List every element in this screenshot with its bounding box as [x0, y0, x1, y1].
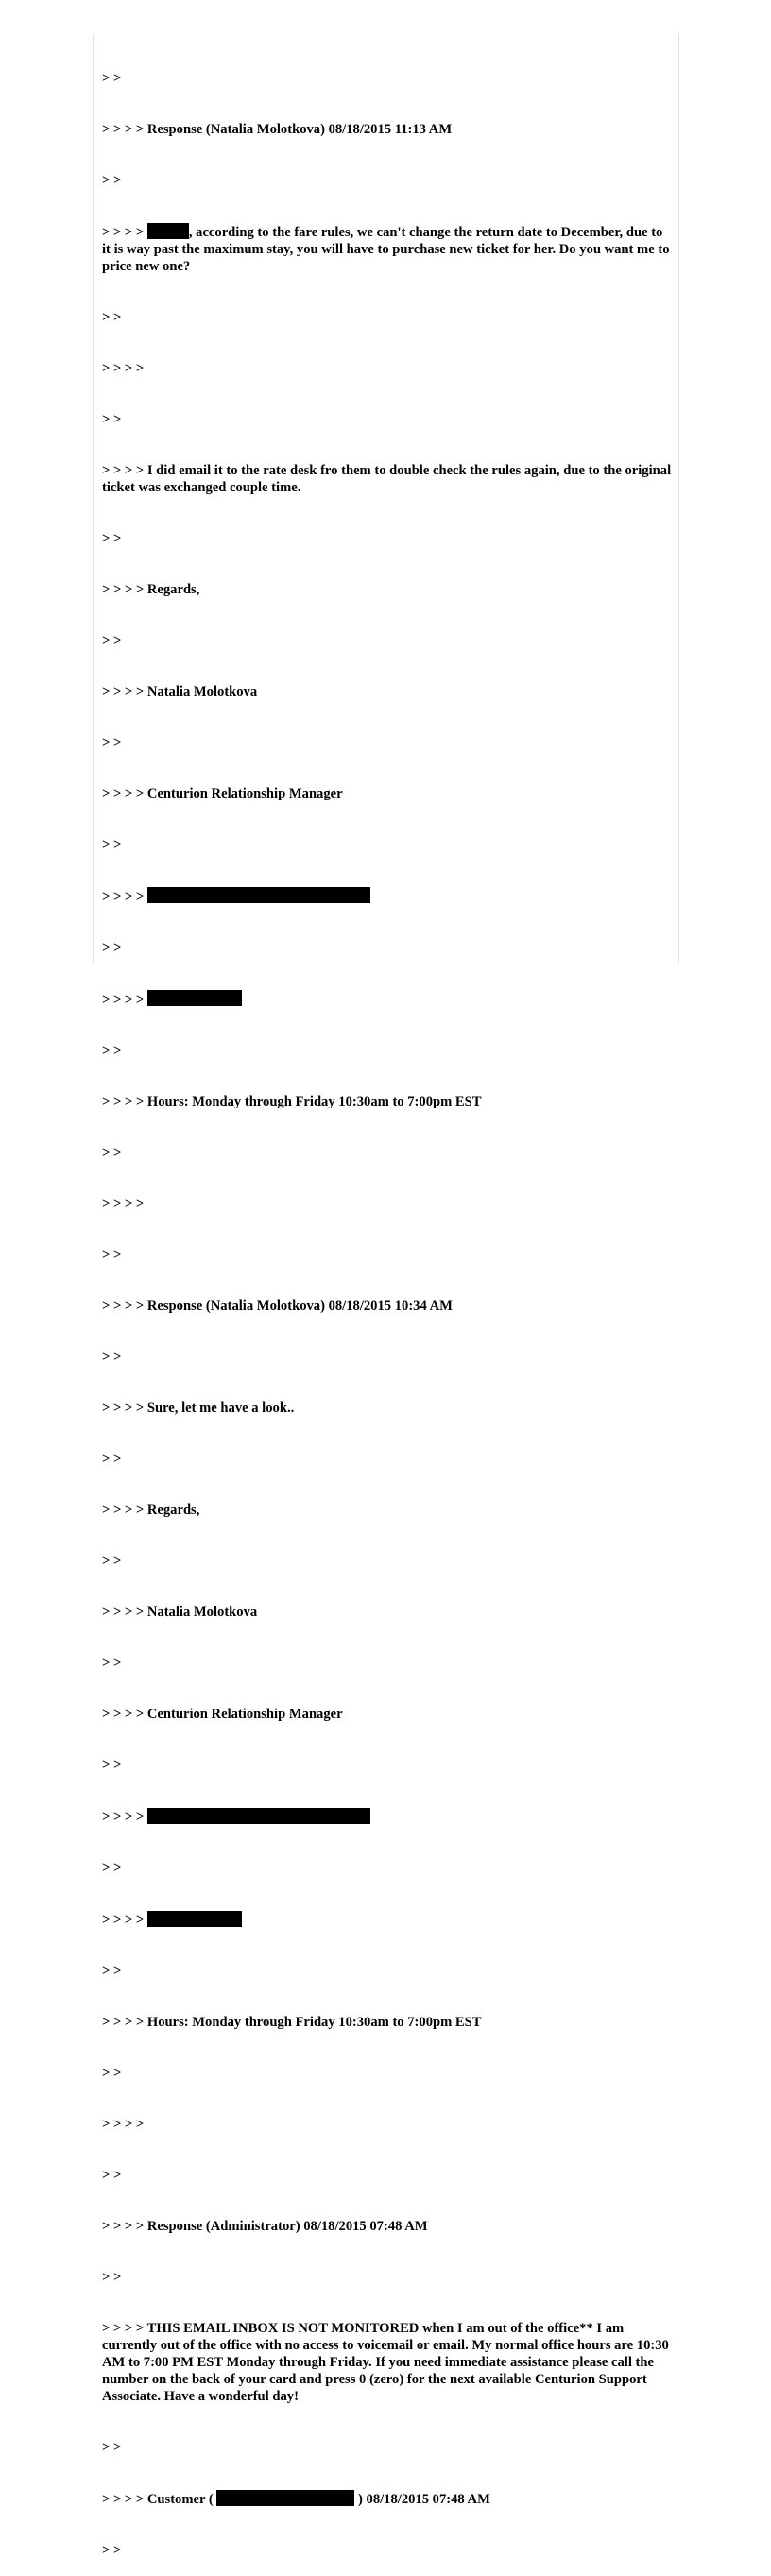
signature-regards: > > > > Regards,	[102, 1503, 200, 1518]
signature-hours: > > > > Hours: Monday through Friday 10:30am to 7:00pm EST	[102, 1094, 482, 1109]
quote-line: > >	[102, 1554, 122, 1569]
quote-line: > >	[102, 412, 122, 427]
quote-line: > >	[102, 1043, 122, 1058]
quote-line: > >	[102, 1656, 122, 1671]
quote-prefix: > > > >	[102, 1913, 147, 1928]
redaction-block	[147, 887, 370, 903]
quote-line: > >	[102, 1451, 122, 1467]
quote-line: > >	[102, 2168, 122, 2183]
quote-line: > > > >	[102, 361, 145, 376]
quote-line: > >	[102, 2440, 122, 2455]
quote-line: > >	[102, 1247, 122, 1262]
signature-redacted-line	[102, 887, 673, 905]
signature-redacted-line	[102, 1911, 673, 1929]
quote-prefix: > > > >	[102, 992, 147, 1007]
quote-line: > >	[102, 1349, 122, 1365]
customer-header	[102, 2490, 673, 2508]
redaction-block	[147, 223, 189, 239]
quote-line: > > > >	[102, 2117, 145, 2132]
quote-prefix: > > > >	[102, 225, 147, 240]
quote-line: > >	[102, 310, 122, 325]
quote-line: > >	[102, 837, 122, 852]
redaction-block	[147, 1808, 370, 1824]
quote-line: > >	[102, 735, 122, 750]
signature-redacted-line	[102, 1808, 673, 1826]
quote-line: > >	[102, 2543, 122, 2558]
redaction-block	[147, 990, 242, 1006]
redaction-block	[147, 1911, 242, 1927]
signature-redacted-line	[102, 990, 673, 1008]
signature-title: > > > > Centurion Relationship Manager	[102, 786, 343, 801]
quote-line: > > > >	[102, 1196, 145, 1211]
quote-line: > >	[102, 940, 122, 955]
message-text: , according to the fare rules, we can't change the return date to December, due to it is way past the maximum stay, you will have to purchase new ticket for her. Do you want me to price new one?	[102, 225, 674, 274]
quote-line: > >	[102, 2066, 122, 2081]
quote-line: > >	[102, 1861, 122, 1876]
message-body: > > > > THIS EMAIL INBOX IS NOT MONITORED when I am out of the office** I am currently out of the office with no access to voicemail or email. My normal office hours are 10:30 AM to 7:00 PM EST Monday through Friday. If you need immediate assistance please call the number on the back of your card and press 0 (zero) for the next available Centurion Support Associate. Have a wonderful day!	[102, 2321, 672, 2404]
email-thread	[102, 36, 673, 2576]
customer-prefix: > > > > Customer (	[102, 2492, 217, 2507]
message-body: > > > > Sure, let me have a look..	[102, 1400, 295, 1416]
quote-line: > >	[102, 1964, 122, 1979]
quote-line: > >	[102, 1145, 122, 1160]
quote-line: > >	[102, 1758, 122, 1773]
signature-name: > > > > Natalia Molotkova	[102, 1605, 258, 1620]
message-body	[102, 223, 673, 275]
quote-line: > >	[102, 173, 122, 188]
quote-prefix: > > > >	[102, 1810, 147, 1825]
response-header: > > > > Response (Natalia Molotkova) 08/18/2015 11:13 AM	[102, 122, 453, 137]
quote-line: > >	[102, 71, 122, 86]
quote-line: > >	[102, 2270, 122, 2285]
quote-line: > >	[102, 633, 122, 648]
signature-regards: > > > > Regards,	[102, 582, 200, 597]
signature-hours: > > > > Hours: Monday through Friday 10:30am to 7:00pm EST	[102, 2015, 482, 2030]
redaction-block	[216, 2490, 354, 2506]
customer-timestamp: ) 08/18/2015 07:48 AM	[354, 2492, 490, 2507]
response-header: > > > > Response (Natalia Molotkova) 08/18/2015 10:34 AM	[102, 1298, 453, 1314]
message-body: > > > > I did email it to the rate desk fro them to double check the rules again, due to the original ticket was exchanged couple time.	[102, 463, 675, 495]
quote-prefix: > > > >	[102, 889, 147, 904]
quote-line: > >	[102, 531, 122, 546]
signature-name: > > > > Natalia Molotkova	[102, 684, 258, 699]
signature-title: > > > > Centurion Relationship Manager	[102, 1707, 343, 1722]
response-header: > > > > Response (Administrator) 08/18/2015 07:48 AM	[102, 2219, 428, 2234]
